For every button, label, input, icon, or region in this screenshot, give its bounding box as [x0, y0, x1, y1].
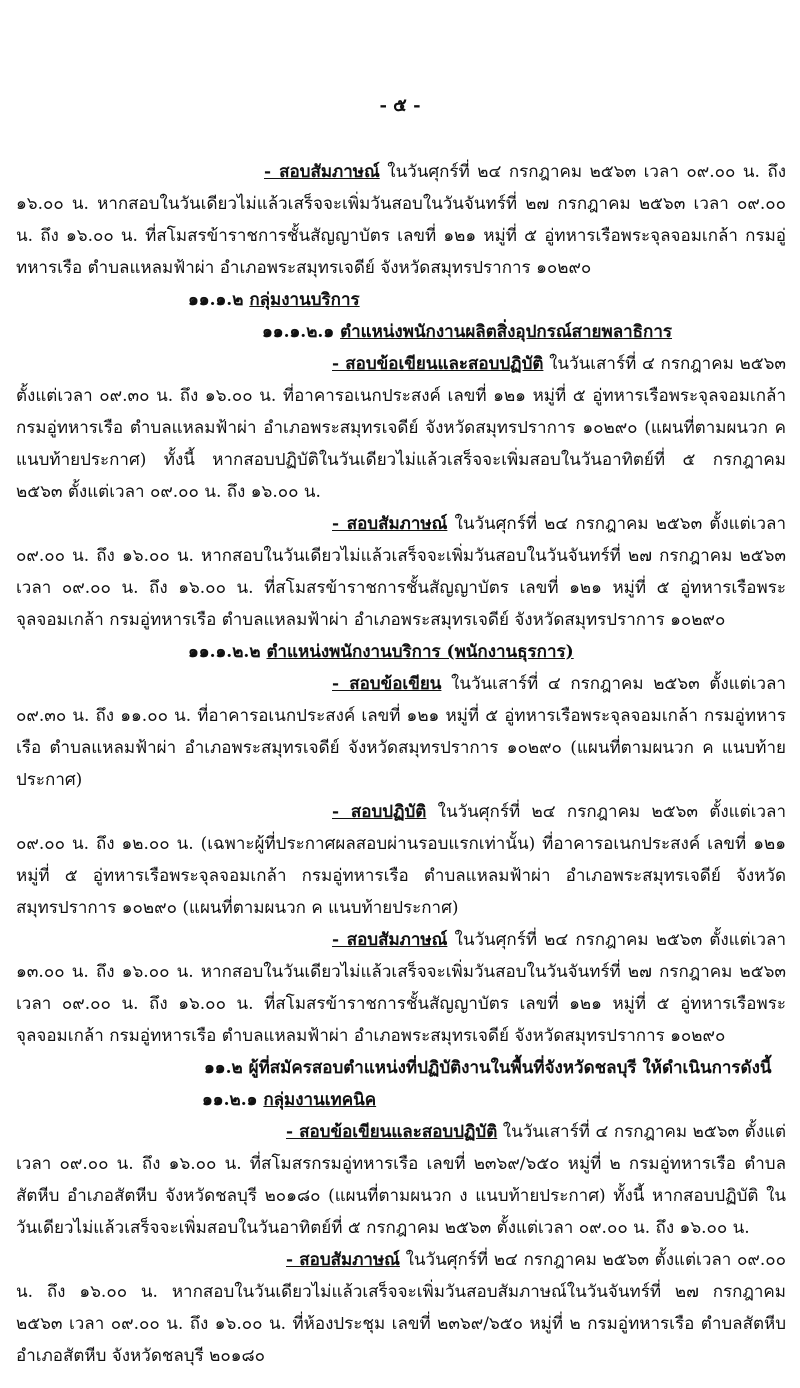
section-label: กลุ่มงานบริการ: [249, 290, 360, 310]
section-heading-chonburi: ๑๑.๒ ผู้ที่สมัครสอบตำแหน่งที่ปฏิบัติงานในพื้นที่จังหวัดชลบุรี ให้ดำเนินการดังนี้: [204, 1058, 772, 1078]
paragraph-practical-1: [16, 796, 786, 924]
schedule-text: ในวันศุกร์ที่ ๒๔ กรกฎาคม ๒๕๖๓ ตั้งแต่เวลา ๐๙.๐๐ น. ถึง ๑๒.๐๐ น. (เฉพาะผู้ที่ประกาศผลสอบผ่านรอบแรกเท่านั้น) ที่อาคารอเนกประสงค์ เลขที่ ๑๒๑ หมู่ที่ ๕ อู่ทหารเรือพระจุลจอมเกล้า กรมอู่ทหารเรือ ตำบลแหลมฟ้าผ่า อำเภอพระสมุทรเจดีย์ จังหวัดสมุทรปราการ ๑๐๒๙๐ (แผนที่ตามผนวก ค แนบท้ายประกาศ): [16, 802, 787, 918]
position-number: ๑๑.๑.๒.๑: [262, 322, 335, 342]
section-number: ๑๑.๑.๒: [188, 290, 244, 310]
schedule-lead: - สอบสัมภาษณ์: [332, 514, 448, 534]
schedule-lead: - สอบข้อเขียน: [332, 674, 442, 694]
paragraph-written-practical-1: [16, 348, 786, 508]
position-label: ตำแหน่งพนักงานผลิตสิ่งอุปกรณ์สายพลาธิการ: [340, 322, 673, 342]
schedule-text: ในวันศุกร์ที่ ๒๔ กรกฎาคม ๒๕๖๓ ตั้งแต่เวลา ๐๙.๐๐ น. ถึง ๑๖.๐๐ น. หากสอบในวันเดียวไม่แล้วเสร็จจะเพิ่มวันสอบในวันจันทร์ที่ ๒๗ กรกฎาคม ๒๕๖๓ เวลา ๐๙.๐๐ น. ถึง ๑๖.๐๐ น. ที่สโมสรข้าราชการชั้นสัญญาบัตร เลขที่ ๑๒๑ หมู่ที่ ๕ อู่ทหารเรือพระจุลจอมเกล้า กรมอู่ทหารเรือ ตำบลแหลมฟ้าผ่า อำเภอพระสมุทรเจดีย์ จังหวัดสมุทรปราการ ๑๐๒๙๐: [16, 514, 786, 630]
paragraph-written-1: [16, 668, 786, 796]
section-label: กลุ่มงานเทคนิค: [263, 1090, 377, 1110]
schedule-text: ในวันศุกร์ที่ ๒๔ กรกฎาคม ๒๕๖๓ ตั้งแต่เวลา ๐๙.๐๐ น. ถึง ๑๖.๐๐ น. หากสอบในวันเดียวไม่แล้วเสร็จจะเพิ่มวันสอบสัมภาษณ์ในวันจันทร์ที่ ๒๗ กรกฎาคม ๒๕๖๓ เวลา ๐๙.๐๐ น. ถึง ๑๖.๐๐ น. ที่ห้องประชุม เลขที่ ๒๓๖๙/๖๕๐ หมู่ที่ ๒ กรมอู่ทหารเรือ ตำบลสัตหีบ อำเภอสัตหีบ จังหวัดชลบุรี ๒๐๑๘๐: [16, 1250, 786, 1366]
schedule-text: ในวันเสาร์ที่ ๔ กรกฎาคม ๒๕๖๓ ตั้งแต่เวลา ๐๙.๓๐ น. ถึง ๑๑.๐๐ น. ที่อาคารอเนกประสงค์ เลขที่ ๑๒๑ หมู่ที่ ๕ อู่ทหารเรือพระจุลจอมเกล้า กรมอู่ทหารเรือ ตำบลแหลมฟ้าผ่า อำเภอพระสมุทรเจดีย์ จังหวัดสมุทรปราการ ๑๐๒๙๐ (แผนที่ตามผนวก ค แนบท้ายประกาศ): [16, 674, 786, 790]
schedule-text: ในวันศุกร์ที่ ๒๔ กรกฎาคม ๒๕๖๓ เวลา ๐๙.๐๐ น. ถึง ๑๖.๐๐ น. หากสอบในวันเดียวไม่แล้วเสร็จจะเพิ่มวันสอบในวันจันทร์ที่ ๒๗ กรกฎาคม ๒๕๖๓ เวลา ๐๙.๐๐ น. ถึง ๑๖.๐๐ น. ที่สโมสรข้าราชการชั้นสัญญาบัตร เลขที่ ๑๒๑ หมู่ที่ ๕ อู่ทหารเรือพระจุลจอมเกล้า กรมอู่ทหารเรือ ตำบลแหลมฟ้าผ่า อำเภอพระสมุทรเจดีย์ จังหวัดสมุทรปราการ ๑๐๒๙๐: [16, 162, 786, 278]
section-number: ๑๑.๒.๑: [202, 1090, 258, 1110]
paragraph-written-practical-2: [16, 1116, 786, 1244]
schedule-lead: - สอบข้อเขียนและสอบปฏิบัติ: [332, 354, 544, 374]
position-number: ๑๑.๑.๒.๒: [188, 642, 261, 662]
paragraph-interview-1: [16, 156, 786, 284]
paragraph-interview-2: [16, 508, 786, 636]
schedule-text: ในวันเสาร์ที่ ๔ กรกฎาคม ๒๕๖๓ ตั้งแต่เวลา ๐๙.๐๐ น. ถึง ๑๖.๐๐ น. ที่สโมสรกรมอู่ทหารเรือ เลขที่ ๒๓๖๙/๖๕๐ หมู่ที่ ๒ กรมอู่ทหารเรือ ตำบลสัตหีบ อำเภอสัตหีบ จังหวัดชลบุรี ๒๐๑๘๐ (แผนที่ตามผนวก ง แนบท้ายประกาศ) ทั้งนี้ หากสอบปฏิบัติ ในวันเดียวไม่แล้วเสร็จจะเพิ่มสอบในวันอาทิตย์ที่ ๕ กรกฎาคม ๒๕๖๓ ตั้งแต่เวลา ๐๙.๐๐ น. ถึง ๑๖.๐๐ น.: [16, 1122, 786, 1238]
section-heading-technical-group: [16, 1084, 786, 1116]
position-heading-quartermaster: [16, 316, 786, 348]
schedule-text: ในวันศุกร์ที่ ๒๔ กรกฎาคม ๒๕๖๓ ตั้งแต่เวลา ๑๓.๐๐ น. ถึง ๑๖.๐๐ น. หากสอบในวันเดียวไม่แล้วเสร็จจะเพิ่มวันสอบในวันจันทร์ที่ ๒๗ กรกฎาคม ๒๕๖๓ เวลา ๐๙.๐๐ น. ถึง ๑๖.๐๐ น. ที่สโมสรข้าราชการชั้นสัญญาบัตร เลขที่ ๑๒๑ หมู่ที่ ๕ อู่ทหารเรือพระจุลจอมเกล้า กรมอู่ทหารเรือ ตำบลแหลมฟ้าผ่า อำเภอพระสมุทรเจดีย์ จังหวัดสมุทรปราการ ๑๐๒๙๐: [16, 930, 786, 1046]
schedule-lead: - สอบข้อเขียนและสอบปฏิบัติ: [286, 1122, 498, 1142]
schedule-text: ในวันเสาร์ที่ ๔ กรกฎาคม ๒๕๖๓ ตั้งแต่เวลา ๐๙.๓๐ น. ถึง ๑๖.๐๐ น. ที่อาคารอเนกประสงค์ เลขที่ ๑๒๑ หมู่ที่ ๕ อู่ทหารเรือพระจุลจอมเกล้า กรมอู่ทหารเรือ ตำบลแหลมฟ้าผ่า อำเภอพระสมุทรเจดีย์ จังหวัดสมุทรปราการ ๑๐๒๙๐ (แผนที่ตามผนวก ค แนบท้ายประกาศ) ทั้งนี้ หากสอบปฏิบัติในวันเดียวไม่แล้วเสร็จจะเพิ่มสอบในวันอาทิตย์ที่ ๕ กรกฎาคม ๒๕๖๓ ตั้งแต่เวลา ๐๙.๐๐ น. ถึง ๑๖.๐๐ น.: [16, 354, 786, 502]
page-number: - ๕ -: [379, 95, 421, 116]
schedule-lead: - สอบสัมภาษณ์: [332, 930, 448, 950]
position-heading-admin: [16, 636, 786, 668]
paragraph-interview-3: [16, 924, 786, 1052]
document-body: [16, 156, 786, 1372]
position-label: ตำแหน่งพนักงานบริการ (พนักงานธุรการ): [266, 642, 574, 662]
paragraph-interview-4: [16, 1244, 786, 1372]
section-heading-service-group: [16, 284, 786, 316]
schedule-lead: - สอบสัมภาษณ์: [264, 162, 380, 182]
schedule-lead: - สอบสัมภาษณ์: [286, 1250, 400, 1270]
schedule-lead: - สอบปฏิบัติ: [332, 802, 427, 822]
